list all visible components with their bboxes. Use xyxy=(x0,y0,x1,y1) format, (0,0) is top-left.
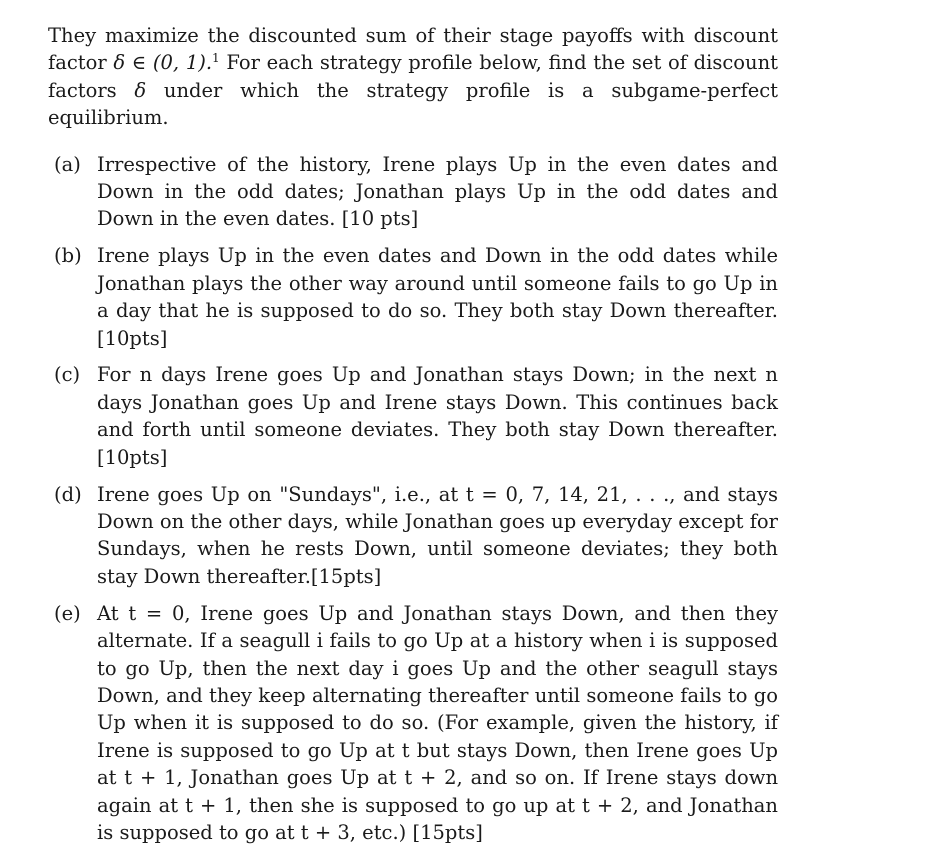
subquestion-b xyxy=(48,242,778,352)
subquestion-text: For n days Irene goes Up and Jonathan stays Down; in the next n days Jonathan goes Up and Irene stays Down. This continues back and forth until someone deviates. They both stay Down thereafter. [10pts] xyxy=(97,363,778,469)
intro-text-3: under which the strategy profile is a subgame-perfect equilibrium. xyxy=(48,78,778,130)
problem-document xyxy=(48,22,778,856)
subquestion-e xyxy=(48,600,778,847)
subquestion-text: Irene goes Up on "Sundays", i.e., at t = 0, 7, 14, 21, . . ., and stays Down on the other days, while Jonathan goes up everyday except for Sundays, when he rests Down, until someone deviates; they both stay Down thereafter.[15pts] xyxy=(97,482,778,588)
subquestion-text: Irene plays Up in the even dates and Down in the odd dates while Jonathan plays the other way around until someone fails to go Up in a day that he is supposed to do so. They both stay Down thereafter. [10pts] xyxy=(97,244,778,350)
intro-text-1: They maximize the discounted sum of their stage payoffs with discount factor xyxy=(48,24,778,75)
subquestion-text: Irrespective of the history, Irene plays Up in the even dates and Down in the odd dates; Jonathan plays Up in the odd dates and Down in the even dates. [10 pts] xyxy=(97,152,778,231)
footnote-marker: 1 xyxy=(212,51,220,66)
subquestion-text: At t = 0, Irene goes Up and Jonathan stays Down, and then they alternate. If a seagull i fails to go Up at a history when i is supposed to go Up, then the next day i goes Up and the other seagull stays Down, and they keep alternating thereafter until someone fails to go Up when it is supposed to do so. (For example, given the history, if Irene is supposed to go Up at t but stays Down, then Irene goes Up at t + 1, Jonathan goes Up at t + 2, and so on. If Irene stays down again at t + 1, then she is supposed to go up at t + 2, and Jonathan is supposed to go at t + 3, etc.) [15pts] xyxy=(97,601,778,844)
intro-paragraph xyxy=(48,22,778,132)
subquestion-a xyxy=(48,151,778,233)
delta-symbol: δ xyxy=(134,78,147,102)
subquestion-label: (e) xyxy=(54,601,81,625)
subquestion-label: (b) xyxy=(54,244,82,268)
subquestion-c xyxy=(48,361,778,471)
subquestion-label: (d) xyxy=(54,482,82,506)
subquestion-d xyxy=(48,481,778,591)
intro-text-2: For each strategy profile below, find the set of discount factors xyxy=(48,51,778,102)
subquestion-label: (a) xyxy=(54,152,81,176)
subquestion-label: (c) xyxy=(54,363,81,387)
delta-expression: δ ∈ (0, 1). xyxy=(113,51,213,75)
subquestion-list xyxy=(48,151,778,847)
